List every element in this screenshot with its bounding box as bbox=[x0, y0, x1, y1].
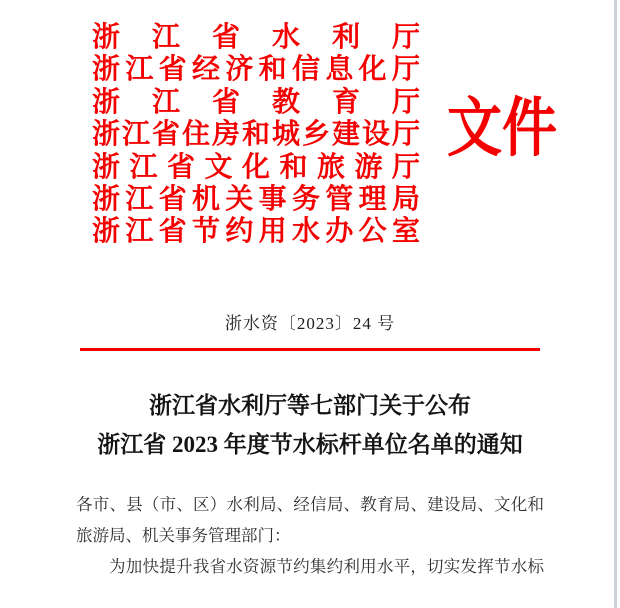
document-title bbox=[40, 386, 580, 464]
reference-number: 浙水资〔2023〕24 号 bbox=[224, 314, 396, 333]
document-body bbox=[76, 489, 544, 582]
agency-name-line: 浙江省经济和信息化厅 bbox=[92, 54, 420, 86]
agency-name-line: 浙江省节约用水办公室 bbox=[92, 216, 420, 248]
agency-name-line: 浙江省机关事务管理局 bbox=[92, 183, 420, 215]
document-title-line2: 浙江省 2023 年度节水标杆单位名单的通知 bbox=[97, 432, 523, 457]
document-title-line1: 浙江省水利厅等七部门关于公布 bbox=[149, 393, 471, 418]
window-right-edge bbox=[614, 0, 617, 608]
red-divider-line bbox=[80, 348, 540, 351]
letterhead-agency-block bbox=[92, 22, 420, 249]
salutation-line1: 各市、县（市、区）水利局、经信局、教育局、建设局、文化和 bbox=[76, 495, 544, 514]
paragraph-line1: 为加快提升我省水资源节约集约利用水平，切实发挥节水标 bbox=[109, 557, 544, 576]
agency-name-line: 浙江省文化和旅游厅 bbox=[92, 151, 420, 183]
agency-name-line: 浙江省水利厅 bbox=[92, 22, 420, 53]
salutation-line2: 旅游局、机关事务管理部门： bbox=[76, 526, 291, 545]
agency-name-line: 浙江省住房和城乡建设厅 bbox=[92, 119, 420, 151]
agency-name-line: 浙江省教育厅 bbox=[92, 86, 420, 118]
document-marker-wenjian: 文件 bbox=[447, 93, 558, 164]
